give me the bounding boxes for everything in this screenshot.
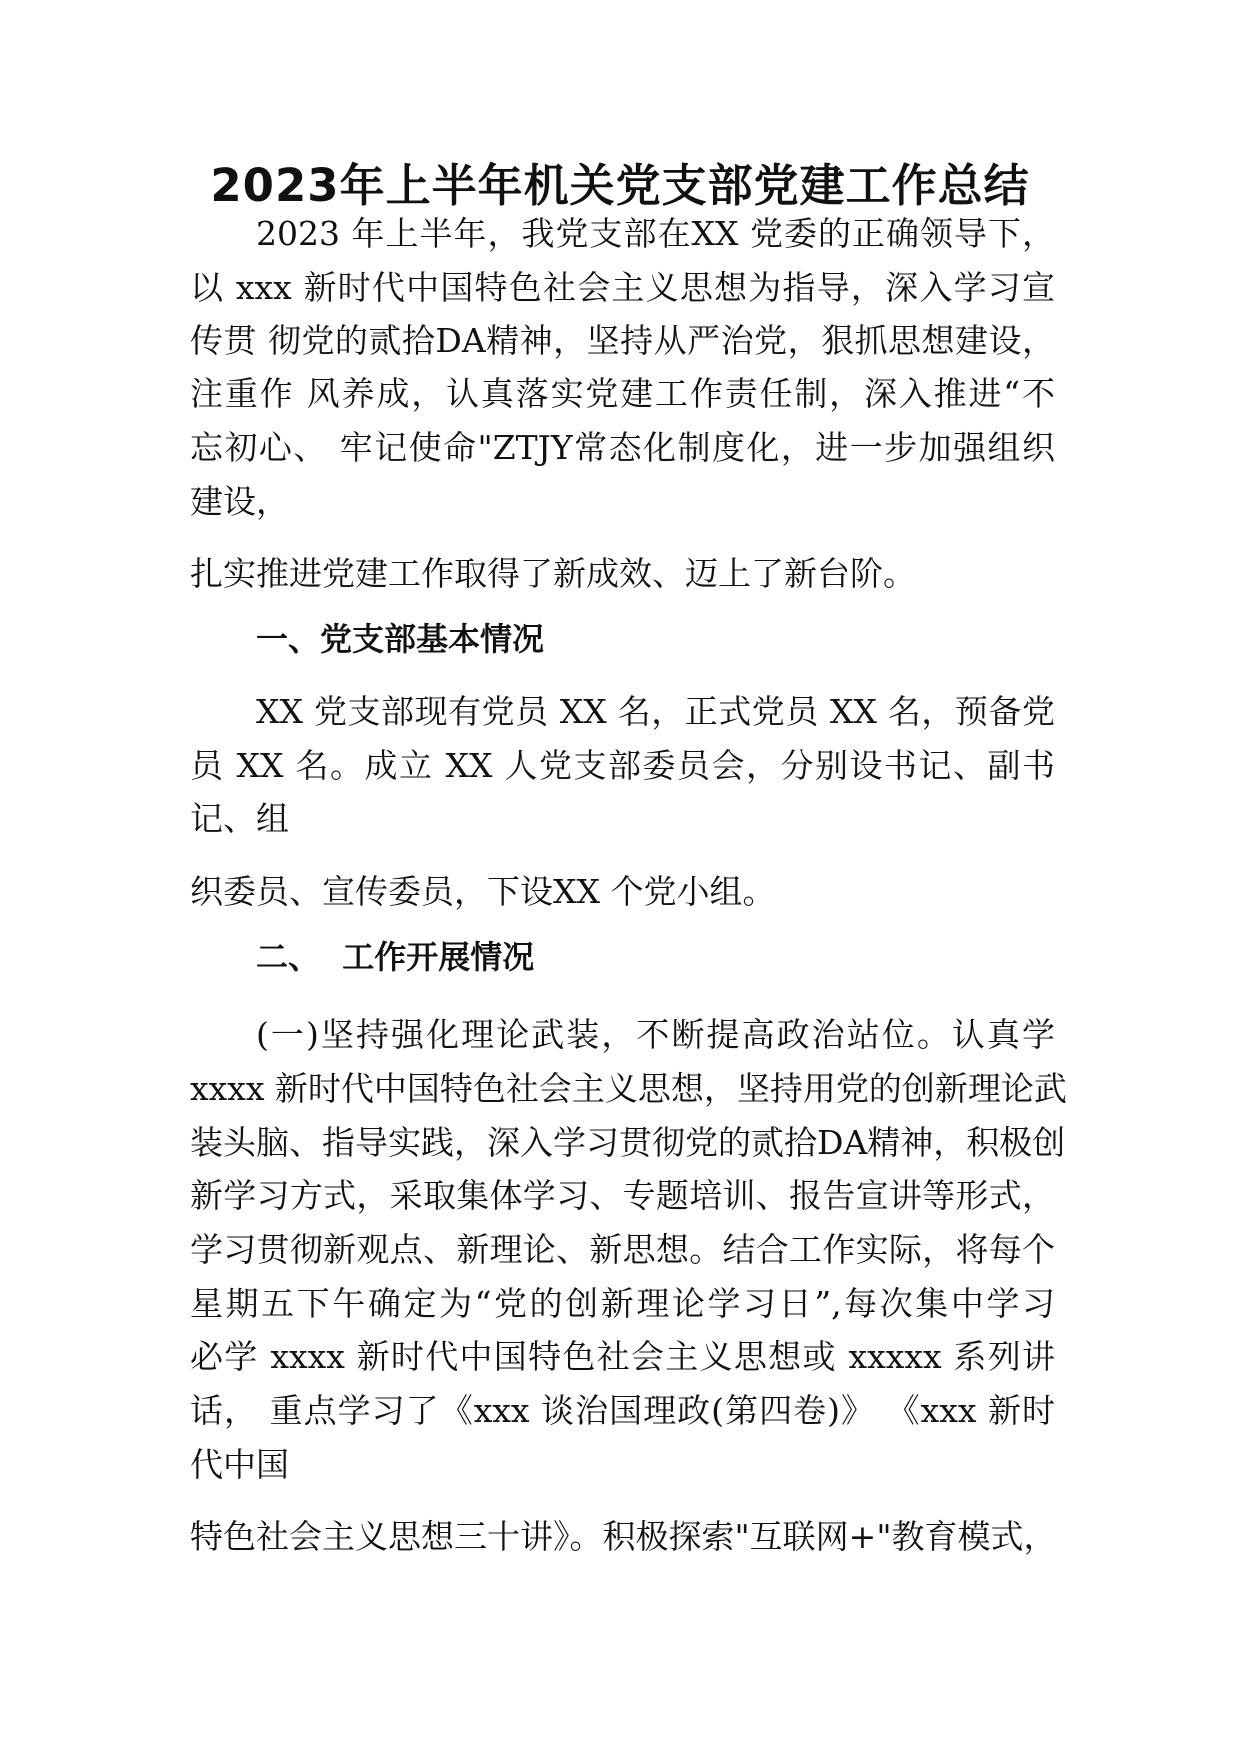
section-2-line-3: 装头脑、指导实践，深入学习贯彻党的贰拾DA精神，积极创 bbox=[190, 1123, 1066, 1162]
section-2-line-8: 话， 重点学习了《xxx 谈治国理政(第四卷)》 《xxx 新时 bbox=[190, 1391, 1055, 1430]
document-title: 2023年上半年机关党支部党建工作总结 bbox=[210, 159, 1030, 212]
section-2-line-6: 星期五下午确定为“党的创新理论学习日”,每次集中学习 bbox=[190, 1284, 1055, 1323]
intro-line-6: 建设， bbox=[190, 482, 289, 521]
intro-line-4: 注重作 风养成，认真落实党建工作责任制，深入推进“不 bbox=[190, 374, 1055, 413]
section-2-line-5: 学习贯彻新观点、新理论、新思想。结合工作实际，将每个 bbox=[190, 1230, 1055, 1269]
intro-line-2: 以 xxx 新时代中国特色社会主义思想为指导，深入学习宣 bbox=[190, 268, 1055, 307]
section-2-line-9: 代中国 bbox=[190, 1445, 289, 1484]
intro-line-5: 忘初心、 牢记使命"ZTJY常态化制度化，进一步加强组织 bbox=[190, 428, 1055, 467]
section-2-line-1: (一)坚持强化理论武装，不断提高政治站位。认真学 bbox=[256, 1015, 1055, 1054]
section-1-heading: 一、党支部基本情况 bbox=[256, 620, 545, 658]
section-1-line-3: 记、组 bbox=[190, 799, 289, 838]
intro-continuation: 扎实推进党建工作取得了新成效、迈上了新台阶。 bbox=[190, 554, 916, 593]
section-1-line-1: XX 党支部现有党员 XX 名，正式党员 XX 名，预备党 bbox=[256, 692, 1055, 731]
section-1-continuation: 织委员、宣传委员，下设XX 个党小组。 bbox=[190, 872, 776, 911]
section-2-line-7: 必学 xxxx 新时代中国特色社会主义思想或 xxxxx 系列讲 bbox=[190, 1337, 1055, 1376]
section-2-line-2: xxxx 新时代中国特色社会主义思想，坚持用党的创新理论武 bbox=[190, 1069, 1067, 1108]
intro-line-1: 2023 年上半年，我党支部在XX 党委的正确领导下， bbox=[256, 214, 1055, 253]
section-2-line-4: 新学习方式，采取集体学习、专题培训、报告宣讲等形式， bbox=[190, 1176, 1055, 1215]
section-1-line-2: 员 XX 名。成立 XX 人党支部委员会，分别设书记、副书 bbox=[190, 746, 1055, 785]
intro-line-3: 传贯 彻党的贰拾DA精神，坚持从严治党，狠抓思想建设， bbox=[190, 321, 1055, 360]
section-2-heading: 二、 工作开展情况 bbox=[256, 938, 535, 976]
section-2-continuation: 特色社会主义思想三十讲》。积极探索"互联网+"教育模式， bbox=[190, 1517, 1057, 1556]
